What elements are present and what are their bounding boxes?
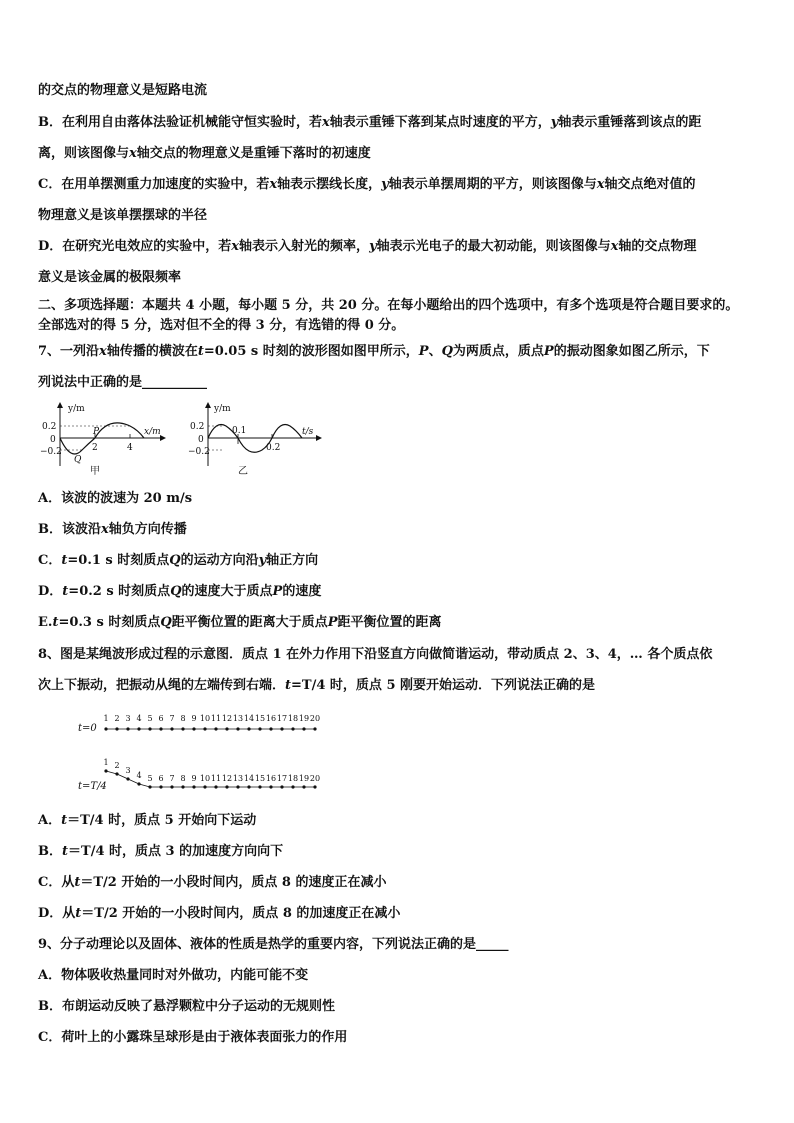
rope-particle [214, 785, 217, 788]
rope-particle [280, 727, 283, 730]
wave-graph-jia [38, 400, 168, 480]
math-var: P [543, 344, 554, 359]
rope-particle-number: 19 [298, 714, 310, 723]
math-var: Q [169, 553, 181, 568]
rope-particle [269, 785, 272, 788]
rope-particle-number: 4 [136, 714, 142, 723]
text-segment: 离，则该图像与 [38, 146, 130, 161]
rope-particle [159, 785, 162, 788]
rope-particle [137, 782, 140, 785]
rope-particle-number: 11 [210, 774, 222, 783]
option-b-line-2 [38, 145, 371, 163]
math-var: Q [170, 584, 182, 599]
math-var: t [62, 584, 69, 599]
math-var: y [550, 115, 559, 130]
text-segment: =0.3 s 时刻质点 [58, 615, 161, 630]
text-segment: 轴正方向 [266, 553, 319, 568]
text-segment: 7、一列沿 [38, 344, 100, 359]
y-axis-arrow [57, 402, 63, 408]
q8-option-b [38, 843, 283, 861]
y-axis-label: y/m [68, 404, 85, 414]
text-segment: 轴表示重锤下落到某点时速度的平方， [329, 115, 551, 130]
rope-particle-number: 12 [221, 774, 233, 783]
rope-particle-number: 18 [287, 714, 299, 723]
q7-option-c [38, 552, 318, 570]
rope-particle [247, 785, 250, 788]
question-7-line-2: 列说法中正确的是__________ [38, 375, 208, 390]
text-segment: 距平衡位置的距离 [337, 615, 442, 630]
rope-particle [126, 727, 129, 730]
text-segment: =0.1 s 时刻质点 [67, 553, 170, 568]
tick-label-01: 0.1 [232, 426, 247, 436]
math-var: t [285, 678, 292, 693]
rope-particle [104, 727, 107, 730]
q7-option-a: A．该波的波速为 20 m/s [38, 491, 193, 506]
rope-particle-number: 8 [180, 774, 186, 783]
section-heading-line-2: 全部选对的得 5 分，选对但不全的得 3 分，有选错的得 0 分。 [38, 318, 405, 333]
rope-particle [203, 785, 206, 788]
text-segment: C．在用单摆测重力加速度的实验中，若 [38, 177, 270, 192]
x-axis-arrow [160, 435, 166, 441]
rope-particle-number: 15 [254, 714, 266, 723]
text-segment: 轴表示重锤落到该点的距 [558, 115, 702, 130]
text-segment: 距平衡位置的距离大于质点 [171, 615, 328, 630]
question-7-line-1 [38, 343, 710, 361]
figure-caption-yi: 乙 [238, 466, 248, 477]
tick-label-2: 2 [92, 443, 98, 453]
math-var: P [327, 615, 338, 630]
text-segment: 的运动方向沿 [180, 553, 259, 568]
rope-particle-number: 14 [243, 774, 255, 783]
text-segment: 轴表示摆线长度， [277, 177, 382, 192]
rope-particle [258, 785, 261, 788]
text-segment: 的振动图象如图乙所示，下 [553, 344, 710, 359]
tick-label-zero: 0 [198, 435, 204, 445]
rope-particle [148, 785, 151, 788]
text-segment: ＝T/4 时，质点 3 的加速度方向向下 [68, 844, 284, 859]
rope-particle-number: 3 [125, 766, 131, 775]
text-segment: =0.05 s 时刻的波形图如图甲所示， [203, 344, 419, 359]
rope-particle-number: 10 [199, 774, 211, 783]
rope-particle [126, 777, 129, 780]
question-9: 9、分子动理论以及固体、液体的性质是热学的重要内容，下列说法正确的是_____ [38, 937, 509, 952]
rope-particle [115, 727, 118, 730]
math-var: x [101, 522, 109, 537]
rope-particle-number: 11 [210, 714, 222, 723]
rope-particle-number: 15 [254, 774, 266, 783]
text-segment: ＝T/4 时，质点 5 开始向下运动 [67, 813, 257, 828]
option-c-line-2: 物理意义是该单摆摆球的半径 [38, 208, 208, 223]
text-segment: B．在利用自由落体法验证机械能守恒实验时，若 [38, 115, 322, 130]
rope-particle-number: 6 [158, 714, 164, 723]
rope-particle [302, 785, 305, 788]
math-var: y [381, 177, 389, 192]
rope-particle-number: 1 [103, 758, 109, 767]
x-axis-label: x/m [144, 427, 161, 437]
q8-option-a [38, 812, 256, 830]
rope-particle [192, 727, 195, 730]
q7-option-d [38, 583, 321, 601]
rope-particle [115, 772, 118, 775]
math-var: y [258, 553, 267, 568]
text-segment: D．从 [38, 906, 76, 921]
rope-particle [236, 727, 239, 730]
text-segment: 轴负方向传播 [108, 522, 187, 537]
rope-particle [137, 727, 140, 730]
text-line-1: 的交点的物理意义是短路电流 [38, 83, 208, 98]
rope-particle-number: 13 [232, 714, 244, 723]
rope-particle-number: 13 [232, 774, 244, 783]
figure-caption-jia: 甲 [90, 466, 100, 477]
rope-particle [225, 785, 228, 788]
rope-particle [291, 785, 294, 788]
rope-particle [313, 727, 316, 730]
math-var: x [610, 239, 619, 254]
text-segment: 的速度大于质点 [181, 584, 273, 599]
math-var: y [369, 239, 377, 254]
rope-particle-number: 16 [265, 774, 277, 783]
rope-particle [104, 769, 107, 772]
text-segment: 轴的交点物理 [618, 239, 697, 254]
section-heading-line-1: 二、多项选择题：本题共 4 小题，每小题 5 分，共 20 分。在每小题给出的四个选项中，有多个选项是符合题目要求的。 [38, 298, 739, 313]
option-b-line-1 [38, 114, 701, 132]
rope-particle [159, 727, 162, 730]
q8-option-d [38, 905, 400, 923]
rope-particle-number: 8 [180, 714, 186, 723]
text-segment: C． [38, 553, 62, 568]
rope-particle [280, 785, 283, 788]
math-var: P [418, 344, 429, 359]
t-axis-arrow [316, 435, 322, 441]
text-segment: 轴传播的横波在 [106, 344, 198, 359]
rope-particle-number: 14 [243, 714, 255, 723]
rope-particle-number: 4 [136, 771, 142, 780]
rope-row-t0 [103, 714, 320, 731]
rope-particle [236, 785, 239, 788]
rope-particle-number: 7 [169, 714, 175, 723]
math-var: t [62, 844, 69, 859]
y-axis-arrow [205, 402, 211, 408]
text-segment: =T/4 时，质点 5 刚要开始运动．下列说法正确的是 [291, 678, 596, 693]
rope-particle-number: 12 [221, 714, 233, 723]
rope-particle [170, 727, 173, 730]
math-var: Q [160, 615, 172, 630]
text-segment: 次上下振动，把振动从绳的左端传到右端． [38, 678, 286, 693]
rope-particle-number: 5 [147, 714, 153, 723]
point-q-label: Q [74, 455, 82, 465]
rope-particle [269, 727, 272, 730]
math-var: x [596, 177, 605, 192]
rope-particle [291, 727, 294, 730]
rope-particle [192, 785, 195, 788]
rope-particle-number: 20 [309, 774, 321, 783]
text-segment: ＝T/2 开始的一小段时间内，质点 8 的速度正在减小 [80, 875, 387, 890]
text-segment: D．在研究光电效应的实验中，若 [38, 239, 232, 254]
rope-particle [225, 727, 228, 730]
text-segment: ＝T/2 开始的一小段时间内，质点 8 的加速度正在减小 [81, 906, 401, 921]
rope-particle-number: 10 [199, 714, 211, 723]
math-var: t [61, 813, 68, 828]
text-segment: B．该波沿 [38, 522, 101, 537]
tick-label-zero: 0 [50, 435, 56, 445]
rope-particle-number: 17 [276, 714, 288, 723]
rope-particle-number: 9 [191, 714, 197, 723]
text-segment: 轴交点的物理意义是重锤下落时的初速度 [136, 146, 371, 161]
text-segment: 轴表示入射光的频率， [239, 239, 370, 254]
text-segment: 轴交点绝对值的 [604, 177, 696, 192]
rope-wave-figure [76, 705, 346, 797]
text-segment: C．从 [38, 875, 75, 890]
rope-particle-number: 19 [298, 774, 310, 783]
rope-particle-number: 6 [158, 774, 164, 783]
question-8-line-1: 8、图是某绳波形成过程的示意图．质点 1 在外力作用下沿竖直方向做简谐运动，带动质点 2、3、4，… 各个质点依 [38, 647, 713, 662]
tick-label-neg: −0.2 [40, 447, 62, 457]
math-var: t [75, 906, 82, 921]
rope-particle-number: 17 [276, 774, 288, 783]
rope-particle [148, 727, 151, 730]
math-var: Q [441, 344, 453, 359]
text-segment: =0.2 s 时刻质点 [68, 584, 171, 599]
rope-particle-number: 20 [309, 714, 321, 723]
rope-particle [258, 727, 261, 730]
text-segment: D． [38, 584, 63, 599]
text-segment: 的速度 [282, 584, 322, 599]
y-axis-label: y/m [214, 404, 231, 414]
rope-particle [181, 785, 184, 788]
math-var: x [231, 239, 240, 254]
math-var: x [322, 115, 330, 130]
text-segment: B． [38, 844, 62, 859]
tick-label-4: 4 [127, 443, 133, 453]
rope-particle [170, 785, 173, 788]
text-segment: A． [38, 813, 62, 828]
rope-particle-number: 2 [114, 714, 120, 723]
rope-particle-number: 2 [114, 761, 120, 770]
rope-particle-number: 16 [265, 714, 277, 723]
text-segment: E. [38, 615, 53, 630]
option-d-line-2: 意义是该金属的极限频率 [38, 270, 182, 285]
point-p-label: P [93, 427, 100, 437]
math-var: x [99, 344, 107, 359]
rope-particle [181, 727, 184, 730]
tick-label-neg: −0.2 [188, 447, 210, 457]
rope-particle-number: 7 [169, 774, 175, 783]
option-c-line-1 [38, 176, 696, 194]
rope-label-t0: t=0 [78, 723, 97, 734]
text-segment: 、 [428, 344, 442, 359]
vibration-graph-yi [186, 400, 326, 480]
text-segment: 为两质点，质点 [452, 344, 544, 359]
q7-option-b [38, 521, 187, 539]
text-segment: 轴表示光电子的最大初动能，则该图像与 [376, 239, 611, 254]
rope-particle [313, 785, 316, 788]
tick-label-pos: 0.2 [42, 422, 57, 432]
rope-particle [302, 727, 305, 730]
tick-label-02: 0.2 [266, 443, 281, 453]
rope-particle-number: 18 [287, 774, 299, 783]
math-var: t [52, 615, 59, 630]
math-var: x [129, 146, 137, 161]
rope-particle-number: 5 [147, 774, 153, 783]
math-var: x [269, 177, 278, 192]
option-d-line-1 [38, 238, 696, 256]
q8-option-c [38, 874, 386, 892]
t-axis-label: t/s [302, 427, 314, 437]
rope-particle-number: 1 [103, 714, 109, 723]
q7-option-e [38, 614, 441, 632]
rope-particle [214, 727, 217, 730]
math-var: P [272, 584, 283, 599]
rope-particle [247, 727, 250, 730]
math-var: t [197, 344, 204, 359]
rope-label-t-quarter: t=T/4 [78, 781, 107, 792]
q9-option-a: A．物体吸收热量同时对外做功，内能可能不变 [38, 968, 309, 983]
question-8-line-2 [38, 677, 595, 695]
q9-option-c: C．荷叶上的小露珠呈球形是由于液体表面张力的作用 [38, 1030, 348, 1045]
math-var: t [61, 553, 68, 568]
rope-particle [203, 727, 206, 730]
tick-label-pos: 0.2 [190, 422, 205, 432]
q9-option-b: B．布朗运动反映了悬浮颗粒中分子运动的无规则性 [38, 999, 335, 1014]
math-var: t [74, 875, 81, 890]
rope-row-t-quarter [103, 758, 320, 789]
text-segment: 轴表示单摆周期的平方，则该图像与 [388, 177, 597, 192]
rope-particle-number: 3 [125, 714, 131, 723]
rope-particle-number: 9 [191, 774, 197, 783]
